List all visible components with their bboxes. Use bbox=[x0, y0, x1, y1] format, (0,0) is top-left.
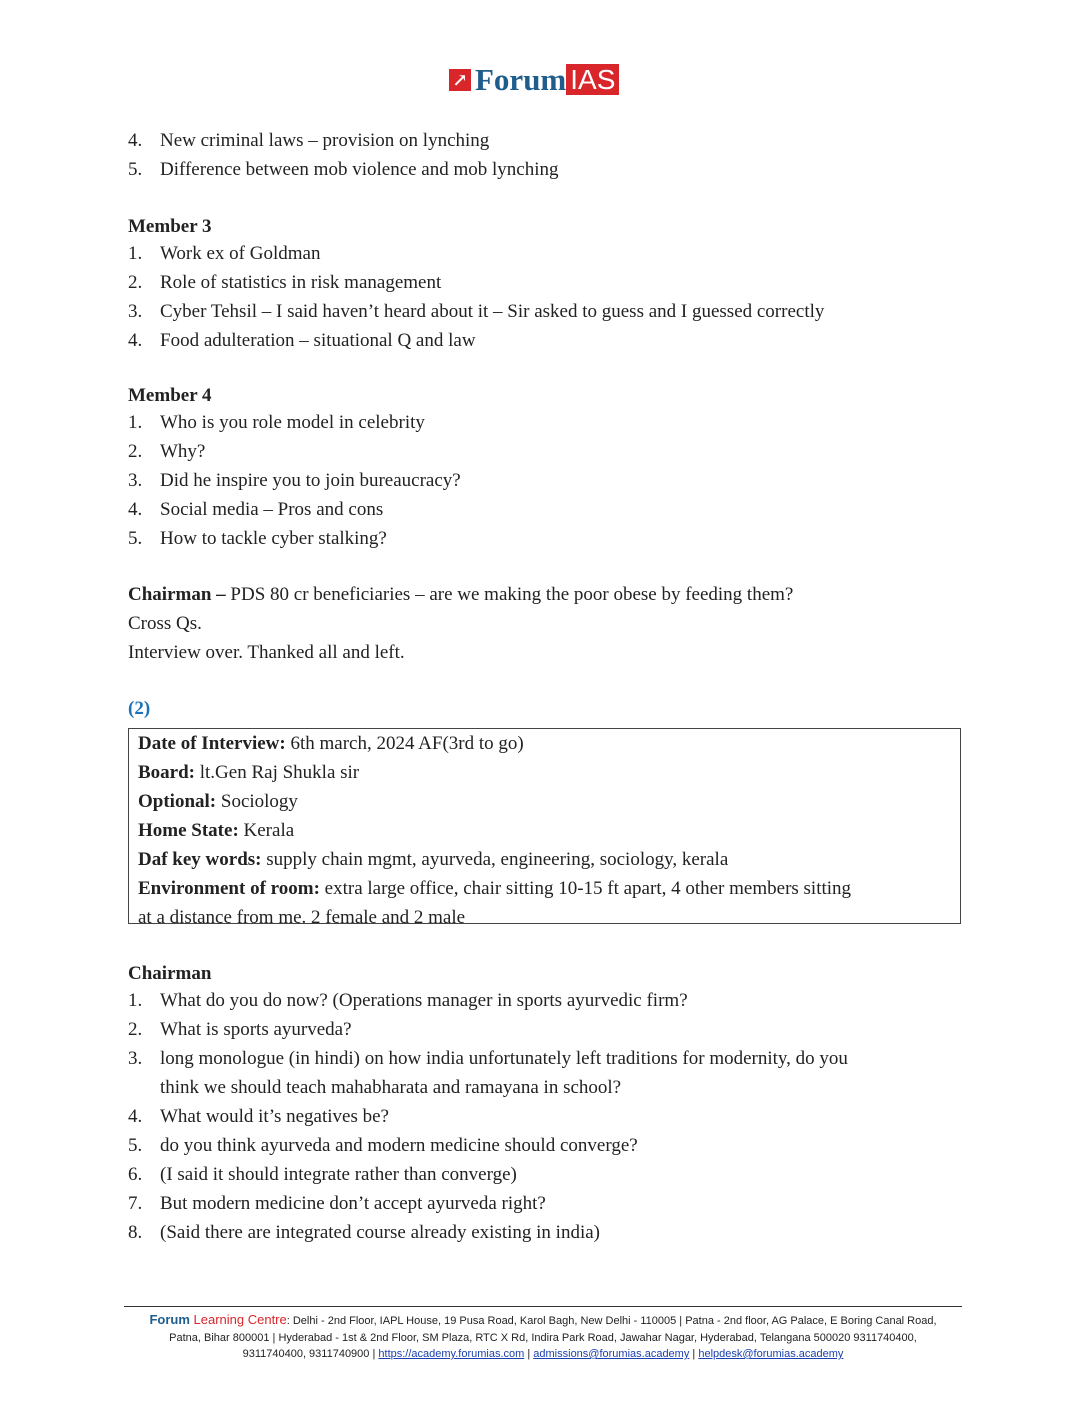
section-heading: Member 3 bbox=[128, 216, 212, 237]
helpdesk-email-link[interactable]: helpdesk@forumias.academy bbox=[698, 1348, 844, 1360]
detail-row: Date of Interview: 6th march, 2024 AF(3rd to go) bbox=[138, 733, 524, 754]
section-number: (2) bbox=[128, 698, 151, 719]
forumias-logo bbox=[449, 64, 619, 95]
list-item: 3. Did he inspire you to join bureaucracy? bbox=[128, 470, 461, 491]
list-item: 3. long monologue (in hindi) on how india unfortunately left traditions for modernity, do you bbox=[128, 1048, 848, 1069]
list-item: 1. Who is you role model in celebrity bbox=[128, 412, 425, 433]
list-item: 1. Work ex of Goldman bbox=[128, 243, 321, 264]
list-item: 3. Cyber Tehsil – I said haven’t heard about it – Sir asked to guess and I guessed correctly bbox=[128, 301, 825, 322]
list-item: 7. But modern medicine don’t accept ayurveda right? bbox=[128, 1193, 546, 1214]
detail-row: Environment of room: extra large office, chair sitting 10-15 ft apart, 4 other members sitting bbox=[138, 877, 852, 899]
list-item: 2. What is sports ayurveda? bbox=[128, 1019, 352, 1040]
list-item: 5. do you think ayurveda and modern medicine should converge? bbox=[128, 1135, 638, 1156]
detail-row: Board: lt.Gen Raj Shukla sir bbox=[138, 761, 360, 783]
list-item: 4. What would it’s negatives be? bbox=[128, 1106, 389, 1127]
section-heading: Member 4 bbox=[128, 385, 212, 406]
list-item: 5. How to tackle cyber stalking? bbox=[128, 528, 387, 549]
list-item: 4. New criminal laws – provision on lynching bbox=[128, 130, 490, 151]
logo-forum: Forum bbox=[475, 62, 567, 97]
list-item: 4. Food adulteration – situational Q and law bbox=[128, 330, 476, 351]
top-list bbox=[128, 126, 968, 184]
list-item-continued: think we should teach mahabharata and ramayana in school? bbox=[160, 1077, 622, 1098]
footer-line: Forum Learning Centre: Delhi - 2nd Floor, IAPL House, 19 Pusa Road, Karol Bagh, New Delhi - 110005 | Patna - 2nd floor, AG Palace, E Boring Canal Road, bbox=[149, 1312, 937, 1327]
member3-section bbox=[128, 215, 968, 355]
member4-section bbox=[128, 384, 968, 553]
list-item: 1. What do you do now? (Operations manager in sports ayurvedic firm? bbox=[128, 990, 688, 1011]
footer-line: 9311740400, 9311740900 | https://academy.forumias.com | admissions@forumias.academy | helpdesk@forumias.academy bbox=[242, 1348, 844, 1360]
chairman-section bbox=[128, 962, 968, 1247]
list-item: 5. Difference between mob violence and mob lynching bbox=[128, 159, 559, 180]
list-item: 4. Social media – Pros and cons bbox=[128, 499, 384, 520]
paragraph: Interview over. Thanked all and left. bbox=[128, 642, 405, 663]
detail-row-continued: at a distance from me. 2 female and 2 male bbox=[138, 906, 466, 928]
list-item: 2. Why? bbox=[128, 441, 206, 462]
website-link[interactable]: https://academy.forumias.com bbox=[378, 1348, 525, 1360]
section-heading: Chairman bbox=[128, 963, 212, 984]
admissions-email-link[interactable]: admissions@forumias.academy bbox=[533, 1348, 690, 1360]
detail-row: Optional: Sociology bbox=[138, 790, 298, 812]
footer bbox=[124, 1306, 962, 1363]
interview-details-box bbox=[128, 728, 961, 928]
detail-row: Home State: Kerala bbox=[138, 819, 295, 841]
logo-ias: IAS bbox=[566, 64, 619, 95]
paragraph: Cross Qs. bbox=[128, 613, 202, 634]
footer-line: Patna, Bihar 800001 | Hyderabad - 1st & 2nd Floor, SM Plaza, RTC X Rd, Indira Park Road, Jawahar Nagar, Hyderabad, Telangana 500020 9311740400, bbox=[169, 1331, 917, 1344]
list-item: 2. Role of statistics in risk management bbox=[128, 272, 442, 293]
list-item: 8. (Said there are integrated course already existing in india) bbox=[128, 1222, 600, 1243]
arrow-up-right-icon: ↗ bbox=[449, 69, 471, 91]
list-item: 6. (I said it should integrate rather than converge) bbox=[128, 1164, 517, 1185]
detail-row: Daf key words: supply chain mgmt, ayurveda, engineering, sociology, kerala bbox=[138, 848, 729, 870]
paragraph: Chairman – PDS 80 cr beneficiaries – are we making the poor obese by feeding them? bbox=[128, 584, 794, 605]
chairman-summary bbox=[128, 580, 968, 667]
